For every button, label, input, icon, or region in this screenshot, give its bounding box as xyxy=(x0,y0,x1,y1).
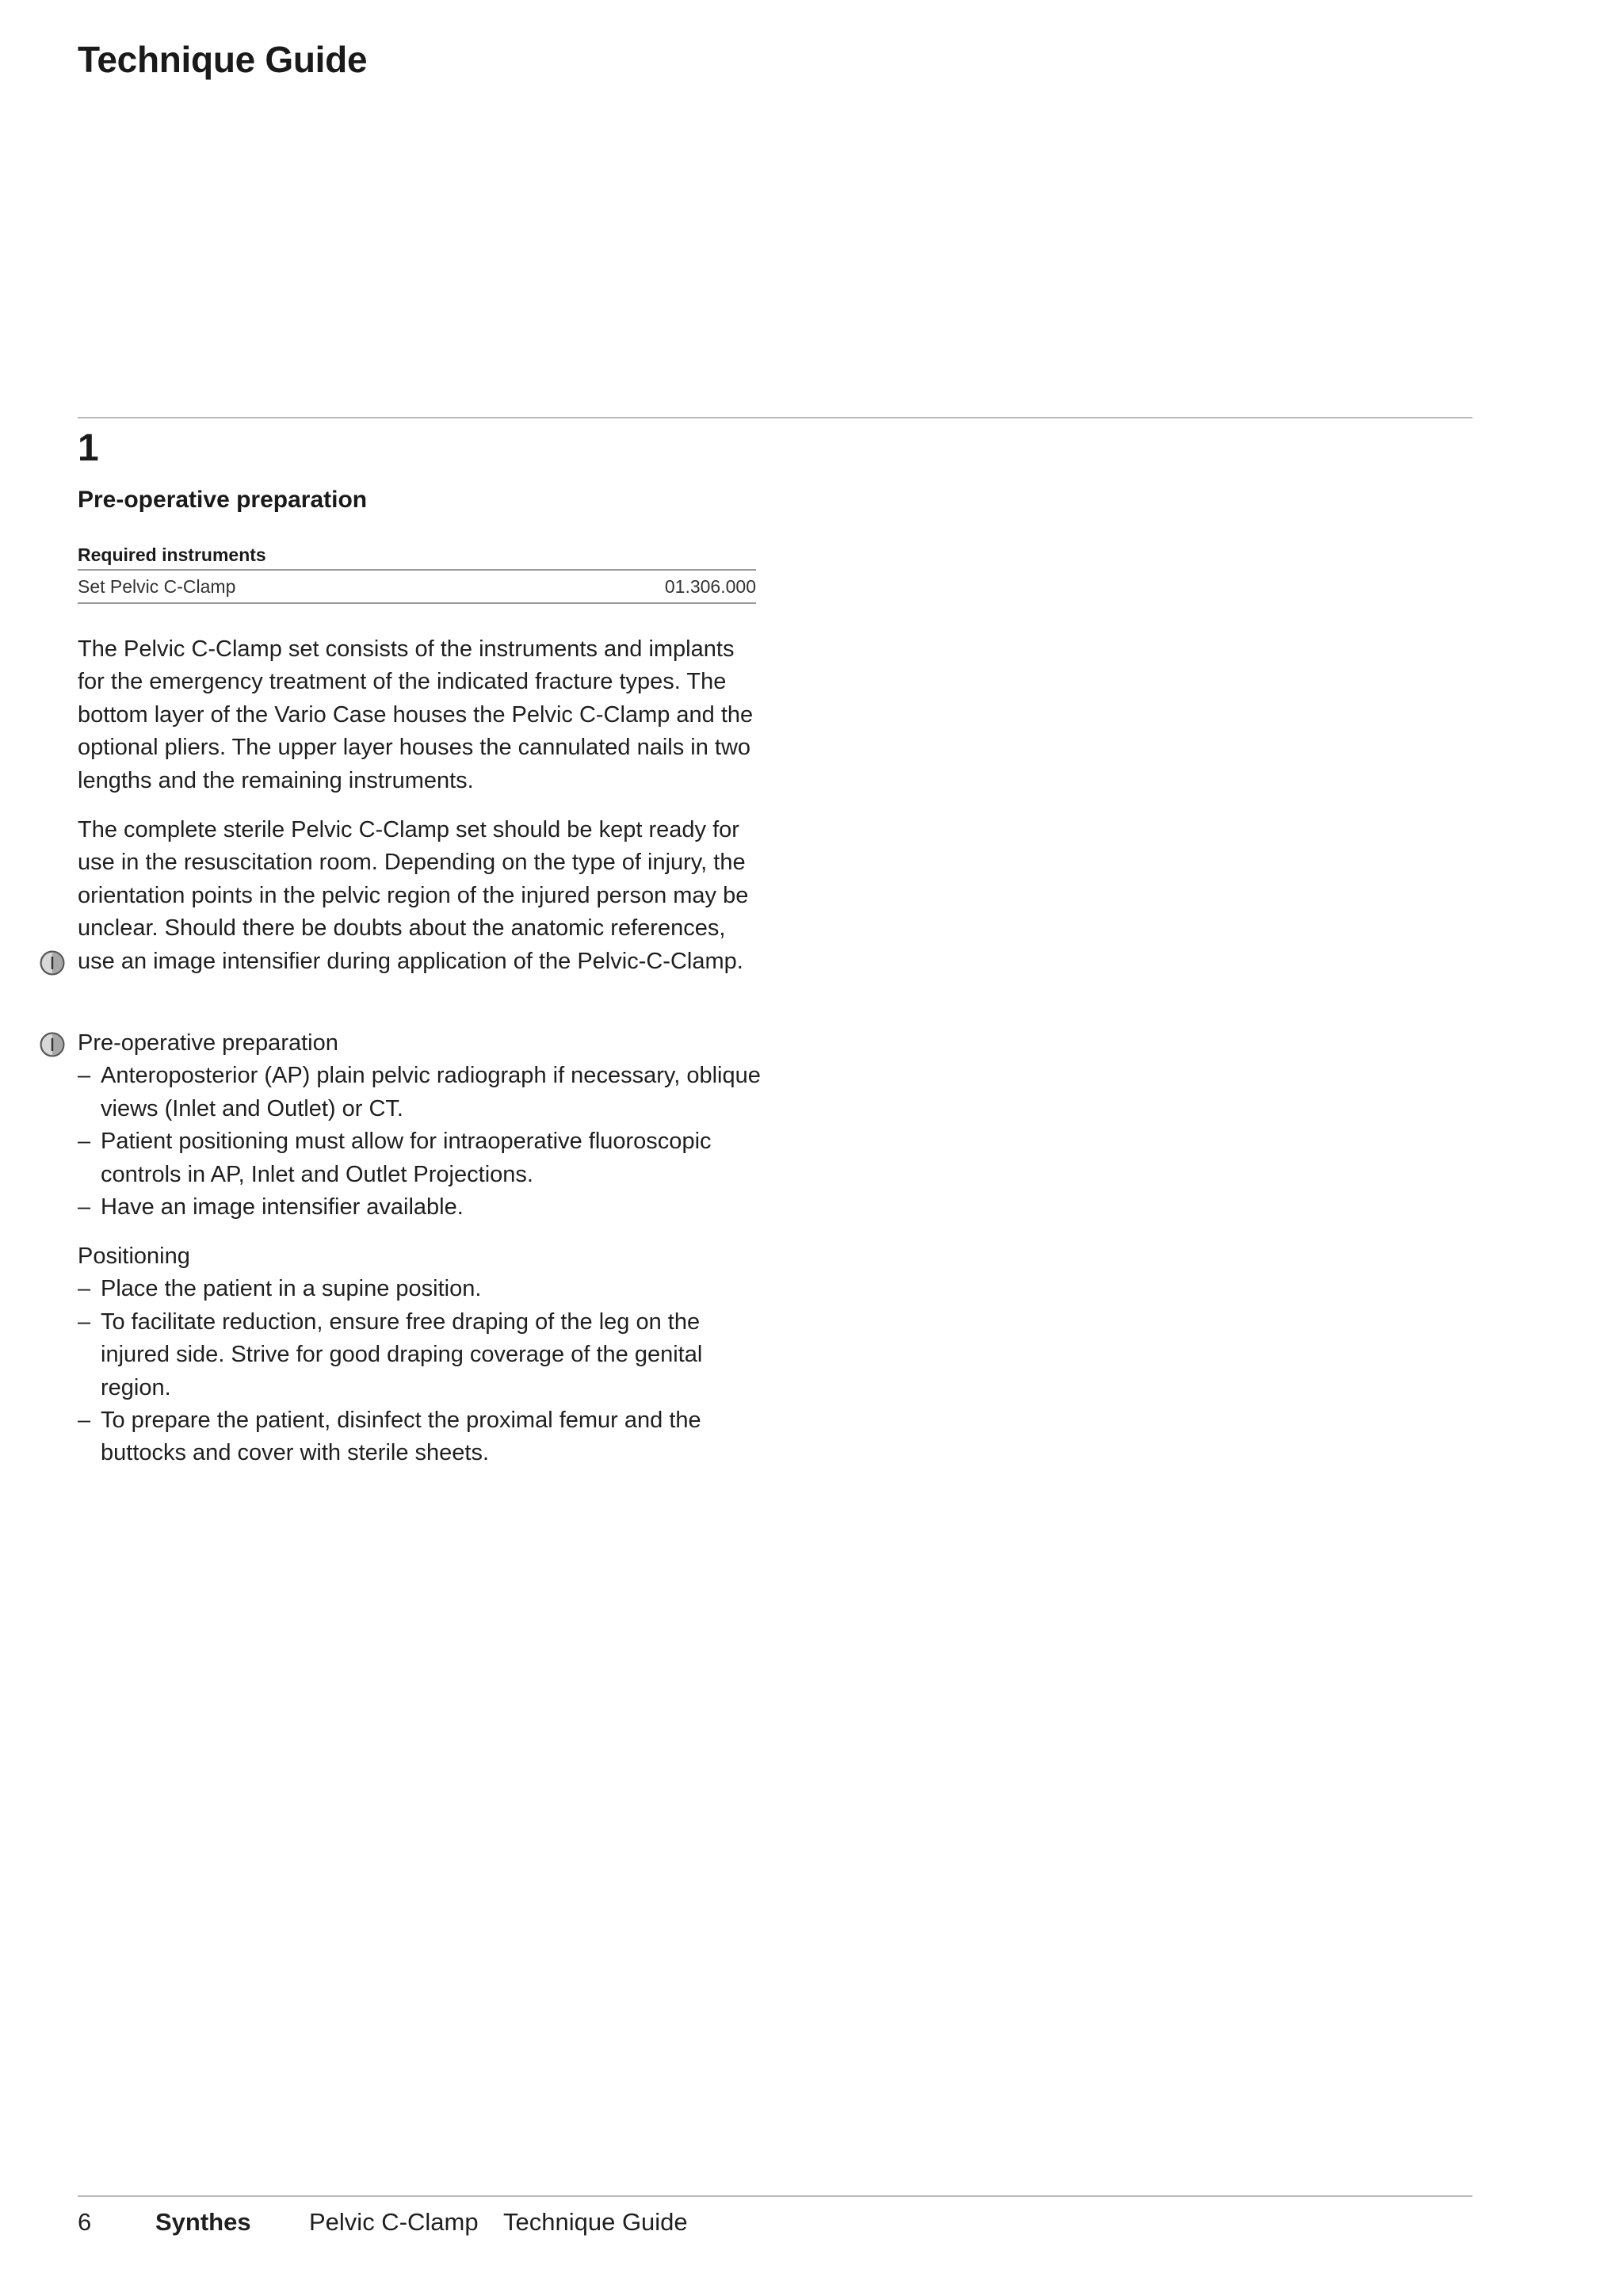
table-row xyxy=(78,571,756,604)
positioning-section xyxy=(78,1240,767,1470)
image-intensifier-icon xyxy=(40,1032,65,1057)
paragraph: The Pelvic C-Clamp set consists of the instruments and implants for the emergency treatment of the indicated fracture types. The bottom layer of the Vario Case houses the Pelvic C-Clamp and the optional pliers. The upper layer houses the cannulated nails in two lengths and the remaining instruments. xyxy=(78,636,754,793)
positioning-heading: Positioning xyxy=(78,1244,190,1269)
brand-name: Synthes xyxy=(155,2208,251,2236)
step-number: 1 xyxy=(78,427,99,469)
list-item: – Have an image intensifier available. xyxy=(78,1191,767,1224)
preop-section xyxy=(78,1027,767,1224)
list-item: – To facilitate reduction, ensure free draping of the leg on the injured side. Strive for good draping coverage of the genital region. xyxy=(78,1306,767,1404)
step-title: Pre-operative preparation xyxy=(78,487,368,513)
preop-heading: Pre-operative preparation xyxy=(78,1030,338,1056)
section-divider xyxy=(78,417,1472,418)
sterile-set-paragraph xyxy=(78,814,767,978)
list-item: – To prepare the patient, disinfect the proximal femur and the buttocks and cover with sterile sheets. xyxy=(78,1404,767,1470)
preop-list xyxy=(78,1060,767,1224)
instrument-code: 01.306.000 xyxy=(664,576,756,597)
positioning-list xyxy=(78,1273,767,1469)
page-header-title: Technique Guide xyxy=(78,39,368,80)
required-instruments-table xyxy=(78,541,756,604)
image-intensifier-icon xyxy=(40,950,65,976)
instrument-name: Set Pelvic C-Clamp xyxy=(78,576,236,597)
list-item: – Place the patient in a supine position. xyxy=(78,1273,767,1305)
list-item: – Patient positioning must allow for intraoperative fluoroscopic controls in AP, Inlet and Outlet Projections. xyxy=(78,1125,767,1191)
list-item: – Anteroposterior (AP) plain pelvic radiograph if necessary, oblique views (Inlet and Outlet) or CT. xyxy=(78,1060,767,1125)
footer-divider xyxy=(78,2195,1472,2197)
product-name: Pelvic C-Clamp xyxy=(309,2208,479,2236)
page-number: 6 xyxy=(78,2208,92,2236)
intro-paragraph xyxy=(78,633,767,797)
document-type: Technique Guide xyxy=(503,2208,688,2236)
paragraph: The complete sterile Pelvic C-Clamp set should be kept ready for use in the resuscitation room. Depending on the type of injury, the orientation points in the pelvic region of the injured person may be unclear. Should there be doubts about the anatomic references, use an image intensifier during application of the Pelvic-C-Clamp. xyxy=(78,817,749,974)
instruments-table-header: Required instruments xyxy=(78,541,756,571)
